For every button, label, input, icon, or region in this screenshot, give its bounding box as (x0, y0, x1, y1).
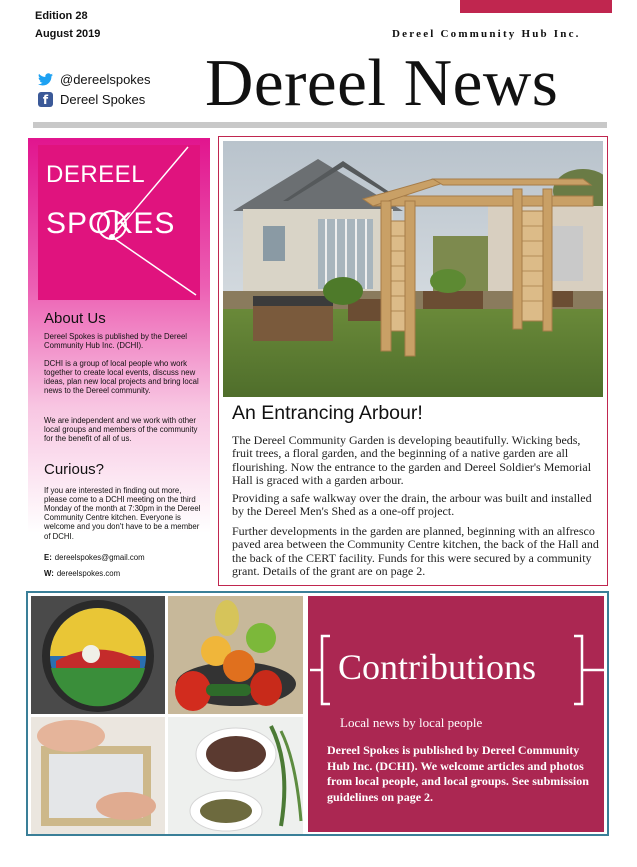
contact-email[interactable] (44, 553, 145, 562)
web-label: W: (44, 569, 54, 578)
masthead-title: Dereel News (205, 46, 559, 120)
email-address[interactable]: dereelspokes@gmail.com (54, 553, 145, 562)
about-heading: About Us (44, 310, 106, 327)
dereel-spokes-logo (38, 145, 200, 300)
issue-date: August 2019 (35, 28, 101, 40)
email-label: E: (44, 553, 52, 562)
article-paragraph-3: Further developments in the garden are planned, beginning with an alfresco paved area between the Community Centre kitchen, the back of the Hall and the back of the CERT facility. Funds for this were secured by a community grant. Details of the grant are on page 2. (232, 524, 599, 579)
curious-heading: Curious? (44, 461, 105, 478)
facebook-f-icon: f (38, 92, 53, 107)
article-headline: An Entrancing Arbour! (232, 402, 423, 424)
right-bracket-decoration (570, 634, 606, 706)
contributions-subtitle: Local news by local people (340, 715, 483, 730)
logo-line-1: DEREEL (46, 161, 146, 188)
contact-website[interactable] (44, 569, 120, 578)
header-accent-bar (460, 0, 612, 13)
photo-collage (31, 596, 303, 834)
organisation-name: Dereel Community Hub Inc. (392, 28, 581, 40)
about-paragraph-3: We are independent and we work with other local groups and members of the community for the benefit of all of us. (44, 416, 198, 444)
contributions-title: Contributions (338, 647, 537, 687)
logo-line-2: SPOKES (46, 207, 176, 240)
contributions-body: Dereel Spokes is published by Dereel Community Hub Inc. (DCHI). We welcome articles and photos from local people, and local groups. See submission guidelines on page 2. (327, 743, 589, 804)
website-address[interactable]: dereelspokes.com (56, 569, 121, 578)
twitter-bird-icon (38, 72, 53, 87)
facebook-page-text: Dereel Spokes (60, 92, 146, 107)
about-paragraph-2: DCHI is a group of local people who work together to create local events, discuss new ideas, plan new local projects and bring local news to the Dereel community. (44, 359, 199, 396)
twitter-handle[interactable] (38, 72, 151, 87)
facebook-page[interactable] (38, 92, 145, 107)
curious-paragraph: If you are interested in finding out more, please come to a DCHI meeting on the third Monday of the month at 7:30pm in the Dereel Community Centre kitchen. Everyone is welcome and you don't have to be a member of DCHI. (44, 486, 201, 541)
header-divider (33, 122, 607, 128)
article-paragraph-2: Providing a safe walkway over the drain, the arbour was built and installed by the Dereel Men's Shed as a one-off project. (232, 491, 592, 519)
about-paragraph-1: Dereel Spokes is published by the Dereel Community Hub Inc. (DCHI). (44, 332, 188, 351)
twitter-handle-text: @dereelspokes (60, 72, 151, 87)
left-bracket-decoration (310, 634, 334, 706)
garden-arbour-photo (223, 141, 603, 397)
edition-number: Edition 28 (35, 10, 88, 22)
article-paragraph-1: The Dereel Community Garden is developing beautifully. Wicking beds, fruit trees, a floral garden, and the beginning of a native garden are all flourishing. Now the entrance to the garden and Dereel Soldier's Memorial Hall is graced with a garden arbour. (232, 433, 592, 488)
